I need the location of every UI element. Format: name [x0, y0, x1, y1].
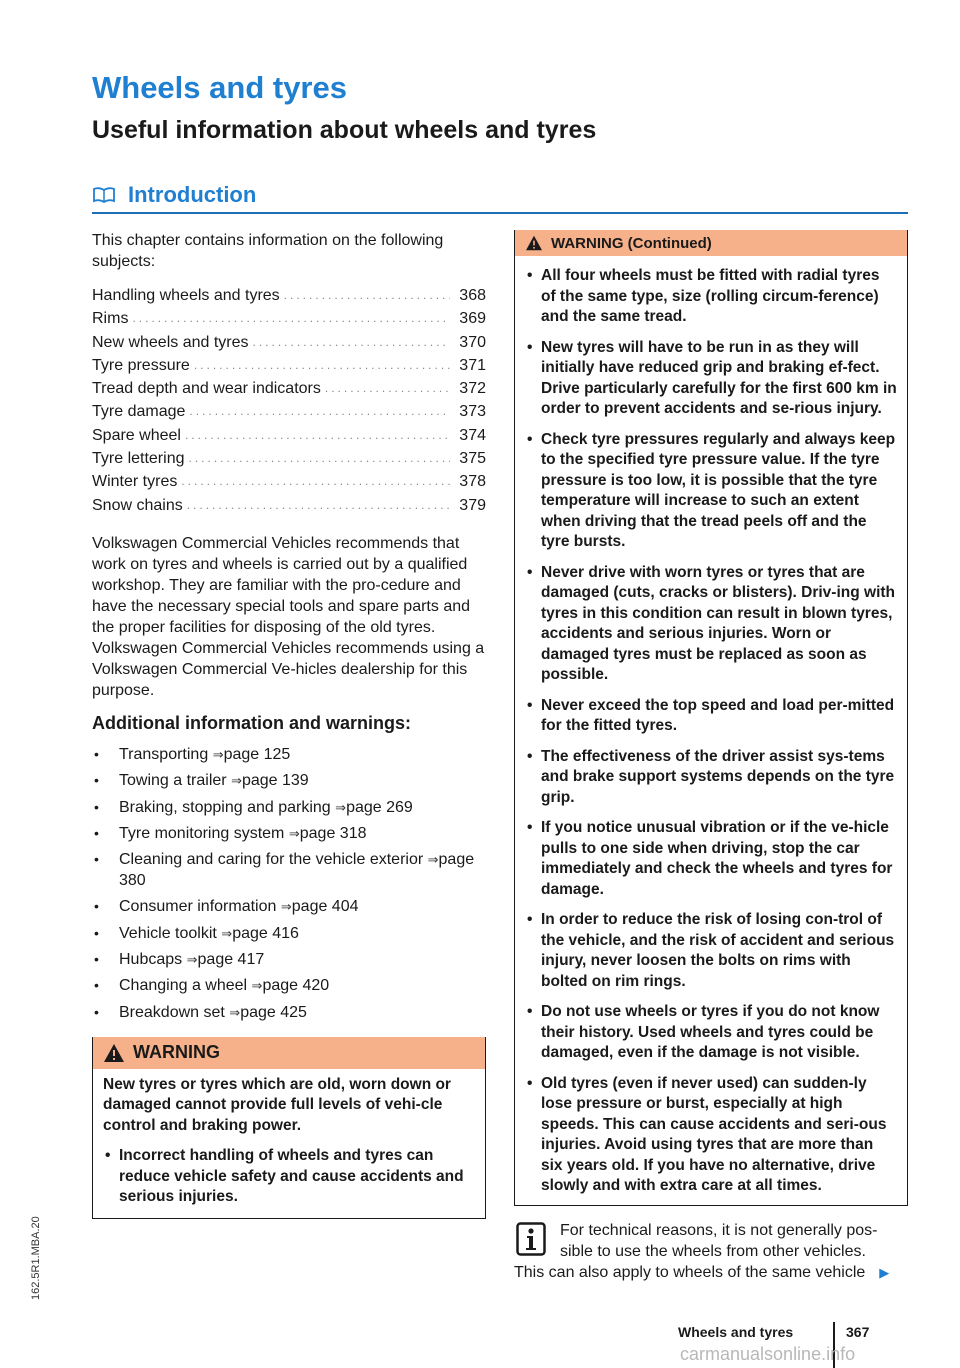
list-item [92, 896, 486, 917]
toc-item-page: 370 [459, 333, 486, 351]
note-text-1: For technical reasons, it is not generally pos- [560, 1221, 878, 1239]
list-item-label: Tyre monitoring system [119, 824, 285, 842]
page-reference-link[interactable]: page 269 [346, 798, 413, 816]
cross-ref-arrow-icon: ⇒ [186, 952, 198, 968]
cross-ref-arrow-icon: ⇒ [231, 773, 242, 789]
intro-text: This chapter contains information on the following subjects: [92, 232, 444, 270]
warning-bullet: • Check tyre pressures regularly and always keep to the specified tyre pressure value. If the tyre pressure is too low, it is possible that the tyre temperature will increase to such an extent when driving that the tread peels off and the tyre bursts. [525, 430, 897, 553]
toc-item-label: Tread depth and wear indicators [92, 380, 321, 398]
note-text-2: sible to use the wheels from other vehicles. [560, 1242, 866, 1260]
note-text-3-label: This can also apply to wheels of the same vehicle [514, 1263, 866, 1281]
toc-item[interactable] [92, 424, 486, 447]
toc-item[interactable] [92, 284, 486, 307]
warning-bullet: • Never drive with worn tyres or tyres that are damaged (cuts, cracks or blisters). Driv-ing with tyres in this condition can result in blown tyres, accidents and serious injuries. Worn or damaged tyres must be replaced as soon as possible. [525, 563, 897, 686]
toc-item[interactable] [92, 400, 486, 423]
page-reference-link[interactable]: page 425 [240, 1003, 307, 1021]
cross-ref-arrow-icon: ⇒ [212, 746, 224, 762]
toc-dot-leader [181, 470, 450, 493]
warning-bullet: • In order to reduce the risk of losing con-trol of the vehicle, and the risk of accident and serious injury, never loosen the bolts on rims with bolted on rim rings. [525, 910, 897, 992]
page-reference-link[interactable]: page 125 [223, 745, 291, 763]
toc-dot-leader [325, 377, 450, 400]
toc-dot-leader [194, 354, 450, 377]
cross-ref-arrow-icon: ⇒ [288, 825, 300, 841]
warning-header [93, 1037, 485, 1069]
warning-body [93, 1069, 485, 1218]
warning-continued-header [515, 230, 907, 256]
warning-bullet: • Never exceed the top speed and load per-mitted for the fitted tyres. [525, 696, 897, 737]
page-reference-link[interactable]: page 417 [197, 951, 265, 969]
toc-dot-leader [284, 284, 450, 307]
toc-item-page: 374 [459, 426, 486, 444]
intro-heading-label: Introduction [128, 182, 257, 207]
section-title: Useful information about wheels and tyres [92, 116, 597, 144]
right-column [514, 230, 908, 1283]
toc-item-label: Snow chains [92, 496, 183, 514]
cross-ref-arrow-icon: ⇒ [251, 978, 263, 994]
toc-dot-leader [132, 307, 450, 330]
toc-item[interactable] [92, 470, 486, 493]
warning-bullet: • New tyres will have to be run in as they will initially have reduced grip and braking ef-fect. Drive particularly carefully for the first 600 km in order to prevent accidents and se-rious injury. [525, 338, 897, 420]
recommend-text: Volkswagen Commercial Vehicles recommends that work on tyres and wheels is carried out by a qualified workshop. They are familiar with the pro-cedure and have the necessary special tools and spare parts and the proper facilities for disposing of the old tyres. Volkswagen Commercial Vehicles recommends using a Volkswagen Commercial Ve-hicles dealership for this purpose. [92, 534, 485, 699]
list-item-label: Braking, stopping and parking [119, 798, 331, 816]
toc-item-page: 373 [459, 403, 486, 421]
toc-item[interactable] [92, 354, 486, 377]
toc-item-label: Tyre damage [92, 403, 186, 421]
warning-triangle-icon [103, 1043, 125, 1063]
note [514, 1220, 908, 1283]
toc-item-page: 379 [459, 496, 486, 514]
toc-dot-leader [188, 447, 450, 470]
toc-item-label: New wheels and tyres [92, 333, 249, 351]
list-item-label: Cleaning and caring for the vehicle exterior [119, 851, 424, 869]
toc-item-page: 369 [459, 310, 486, 328]
list-item-label: Vehicle toolkit [119, 924, 217, 942]
page-reference-link[interactable]: page 380 [119, 851, 475, 890]
book-icon [92, 186, 116, 204]
list-item [92, 823, 486, 844]
list-item [92, 797, 486, 818]
toc-item-page: 375 [459, 450, 486, 468]
toc-item-label: Handling wheels and tyres [92, 287, 280, 304]
left-column [92, 230, 486, 1219]
toc-list [92, 284, 486, 517]
cross-ref-arrow-icon: ⇒ [335, 799, 347, 815]
footer-chapter: Wheels and tyres [678, 1324, 794, 1340]
cross-ref-arrow-icon: ⇒ [229, 1004, 241, 1020]
chapter-title: Wheels and tyres [92, 70, 347, 105]
warning-box [92, 1037, 486, 1219]
toc-item-page: 372 [459, 380, 486, 398]
toc-dot-leader [187, 494, 450, 517]
list-item-label: Breakdown set [119, 1003, 225, 1021]
additional-heading: Additional information and warnings: [92, 712, 411, 733]
info-icon [516, 1222, 546, 1256]
toc-item-page: 378 [459, 473, 486, 491]
warning-bullet: • Incorrect handling of wheels and tyres can reduce vehicle safety and cause accidents and serious injuries. [103, 1146, 475, 1208]
list-item [92, 949, 486, 970]
note-text-3 [514, 1262, 908, 1283]
margin-code: 162.5R1.MBA.20 [30, 1216, 42, 1300]
continue-arrow-icon: ▶ [879, 1264, 890, 1280]
warning-triangle-icon [525, 235, 543, 251]
additional-list [92, 744, 486, 1023]
toc-dot-leader [189, 400, 450, 423]
page-reference-link[interactable]: page 318 [299, 824, 367, 842]
list-item [92, 744, 486, 765]
warning-bullet: • If you notice unusual vibration or if the ve-hicle pulls to one side when driving, stop the car immediately and check the wheels and tyres for damage. [525, 818, 897, 900]
list-item [92, 770, 486, 791]
toc-item[interactable] [92, 331, 486, 354]
warning-bullet: • Old tyres (even if never used) can sudden-ly lose pressure or burst, especially at high speeds. This can cause accidents and seri-ous injuries. Avoid using tyres that are more than six years old. If you have no alternative, drive slowly and with extra care at all times. [525, 1074, 897, 1197]
list-item-label: Changing a wheel [119, 977, 248, 995]
toc-dot-leader [253, 331, 450, 354]
toc-item[interactable] [92, 377, 486, 400]
list-item [92, 975, 486, 996]
warning-bullet: • The effectiveness of the driver assist sys-tems and brake support systems depends on the tyre grip. [525, 747, 897, 809]
warning-bullet: • Do not use wheels or tyres if you do not know their history. Used wheels and tyres could be damaged, even if the damage is not visible. [525, 1002, 897, 1064]
toc-item-label: Tyre pressure [92, 356, 190, 374]
toc-item-label: Rims [92, 310, 129, 328]
page-reference-link[interactable]: page 420 [262, 977, 330, 995]
toc-item-label: Winter tyres [92, 473, 178, 491]
cross-ref-arrow-icon: ⇒ [280, 899, 292, 915]
warning-bullet: • All four wheels must be fitted with radial tyres of the same type, size (rolling circum-ference) and the same tread. [525, 266, 897, 328]
cross-ref-arrow-icon: ⇒ [221, 925, 233, 941]
list-item-label: Hubcaps [119, 951, 183, 969]
page-reference-link[interactable]: page 404 [291, 898, 359, 916]
toc-item-page: 371 [459, 356, 486, 374]
list-item [92, 1002, 486, 1023]
warning-continued-box [514, 230, 908, 1206]
toc-item-page: 368 [459, 287, 486, 304]
footer-page-number: 367 [846, 1324, 870, 1340]
list-item-label: Towing a trailer [119, 772, 227, 790]
page-reference-link[interactable]: page 139 [241, 772, 309, 790]
list-item [92, 849, 486, 891]
warning-title: WARNING [133, 1042, 220, 1063]
list-item [92, 923, 486, 944]
list-item-label: Transporting [119, 745, 209, 763]
cross-ref-arrow-icon: ⇒ [427, 852, 439, 868]
list-item-label: Consumer information [119, 898, 277, 916]
warning-continued-title: WARNING (Continued) [551, 234, 712, 252]
section-rule [92, 212, 908, 214]
toc-item[interactable] [92, 447, 486, 470]
toc-item-label: Tyre lettering [92, 450, 185, 468]
toc-dot-leader [185, 424, 450, 447]
toc-item[interactable] [92, 494, 486, 517]
warning-continued-body [515, 256, 907, 1205]
page-reference-link[interactable]: page 416 [232, 924, 299, 942]
toc-item-label: Spare wheel [92, 426, 181, 444]
watermark: carmanualsonline.info [680, 1344, 856, 1364]
warning-lead: New tyres or tyres which are old, worn down or damaged cannot provide full levels of vehi-cle control and braking power. [103, 1075, 451, 1134]
toc-item[interactable] [92, 307, 486, 330]
intro-heading [92, 182, 256, 208]
